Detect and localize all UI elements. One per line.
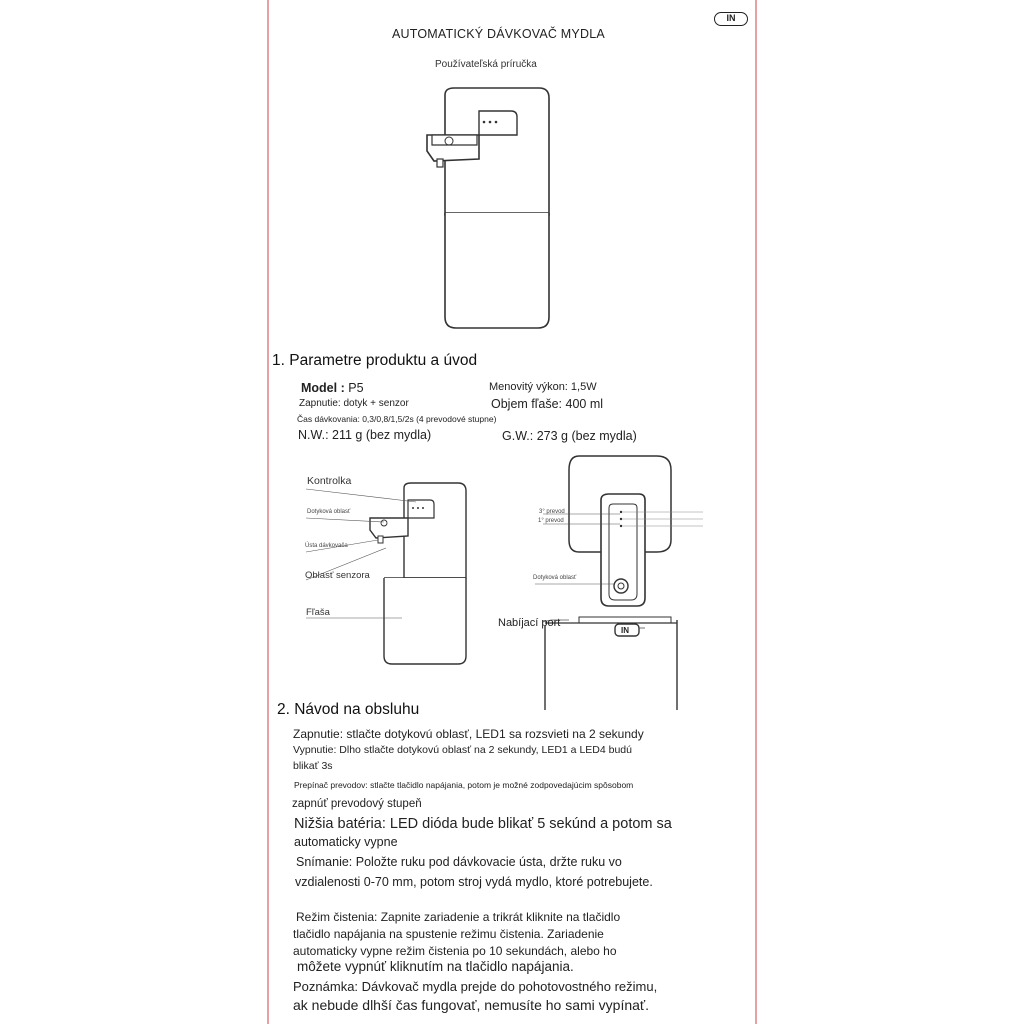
model-label: Model : xyxy=(301,381,345,395)
power-spec: Menovitý výkon: 1,5W xyxy=(489,381,597,393)
section1-heading: 1. Parametre produktu a úvod xyxy=(272,352,478,369)
instruction-line: automaticky vypne režim čistenia po 10 sekundách, alebo ho xyxy=(293,944,617,958)
in-port-badge: IN xyxy=(714,12,748,26)
label-gear1: 1° prevod xyxy=(538,518,564,524)
gross-weight-spec: G.W.: 273 g (bez mydla) xyxy=(502,429,637,443)
instruction-line: Prepínač prevodov: stlačte tlačidlo napájania, potom je možné zodpovedajúcim spôsobom xyxy=(294,780,634,790)
instruction-line: vzdialenosti 0-70 mm, potom stroj vydá mydlo, ktoré potrebujete. xyxy=(295,875,653,889)
page-title: AUTOMATICKÝ DÁVKOVAČ MYDLA xyxy=(392,27,605,41)
instruction-line: Nižšia batéria: LED dióda bude blikať 5 sekúnd a potom sa xyxy=(294,816,672,832)
net-weight-spec: N.W.: 211 g (bez mydla) xyxy=(298,428,432,442)
instruction-line: Poznámka: Dávkovač mydla prejde do pohotovostného režimu, xyxy=(293,979,658,994)
page-subtitle: Používateľská príručka xyxy=(435,59,537,70)
label-sensor-area: Oblasť senzora xyxy=(305,570,370,581)
instruction-line: Režim čistenia: Zapnite zariadenie a trikrát kliknite na tlačidlo xyxy=(296,910,621,924)
model-value: P5 xyxy=(348,381,364,395)
product-illustration xyxy=(399,85,559,335)
label-touch-area-right: Dotyková oblasť xyxy=(533,575,577,581)
port-badge: IN xyxy=(621,626,629,635)
label-indicator: Kontrolka xyxy=(307,475,352,487)
instruction-line: Snímanie: Položte ruku pod dávkovacie ústa, držte ruku vo xyxy=(296,855,622,869)
label-charging-port: Nabíjací port xyxy=(498,617,561,629)
section2-heading: 2. Návod na obsluhu xyxy=(277,701,420,718)
switch-on-spec: Zapnutie: dotyk + senzor xyxy=(299,398,409,409)
volume-spec: Objem fľaše: 400 ml xyxy=(491,397,604,411)
label-gear3: 3° prevod xyxy=(539,509,565,515)
dispense-time-spec: Čas dávkovania: 0,3/0,8/1,5/2s (4 prevodové stupne) xyxy=(297,414,497,424)
manual-page xyxy=(267,0,757,1024)
right-diagram xyxy=(531,452,711,712)
instruction-line: Vypnutie: Dlho stlačte dotykovú oblasť na 2 sekundy, LED1 a LED4 budú xyxy=(293,744,632,756)
instruction-line: ak nebude dlhší čas fungovať, nemusíte ho sami vypínať. xyxy=(293,997,650,1013)
instruction-line: automaticky vypne xyxy=(294,835,398,849)
instruction-line: Zapnutie: stlačte dotykovú oblasť, LED1 sa rozsvieti na 2 sekundy xyxy=(293,727,644,741)
instruction-line: tlačidlo napájania na spustenie režimu čistenia. Zariadenie xyxy=(293,927,604,941)
label-dispense-nozzle: Ústa dávkovača xyxy=(305,543,348,549)
label-touch-area: Dotyková oblasť xyxy=(307,509,351,515)
instruction-line: blikať 3s xyxy=(293,760,333,772)
instruction-line: môžete vypnúť kliknutím na tlačidlo napájania. xyxy=(297,959,574,974)
instruction-line: zapnúť prevodový stupeň xyxy=(292,798,422,810)
label-bottle: Fľaša xyxy=(306,607,330,618)
model-row xyxy=(301,381,364,395)
